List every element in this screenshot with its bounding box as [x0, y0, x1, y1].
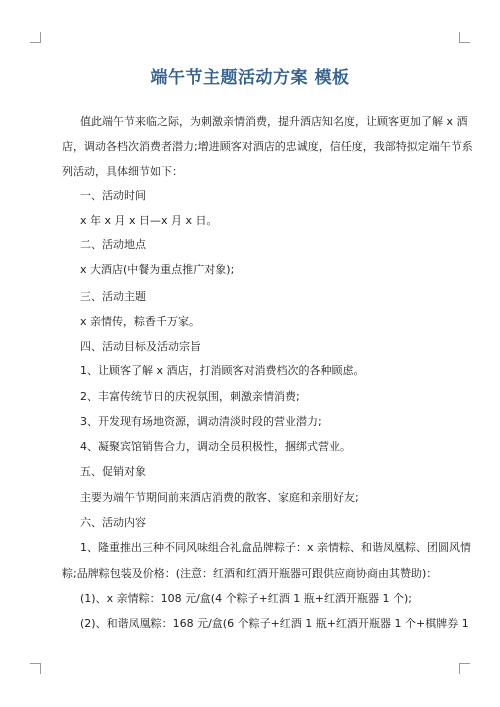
section-content-theme: x 亲情传，粽香千万家。	[80, 315, 201, 328]
paragraph-intro-line-3: 列活动，具体细节如下：	[62, 165, 183, 178]
crop-mark-bottom-right	[459, 663, 470, 674]
section-content-target: 主要为端午节期间前来酒店消费的散客、家庭和亲朋好友;	[80, 491, 359, 504]
goal-item-3: 3、开发现有场地资源，调动清淡时段的营业潜力;	[80, 415, 322, 428]
paragraph-intro-line-1: 值此端午节来临之际，为刺激亲情消费，提升酒店知名度，让顾客更加了解 x 酒	[80, 115, 468, 128]
crop-mark-top-right	[459, 32, 470, 43]
section-heading-location: 二、活动地点	[80, 238, 146, 251]
goal-item-4: 4、凝聚宾馆销售合力，调动全员积极性，捆绑式营业。	[80, 440, 351, 453]
content-item-1-line-1: 1、隆重推出三种不同风味组合礼盒品牌粽子：x 亲情粽、和谐凤凰粽、团圆风情	[80, 541, 472, 554]
crop-mark-bottom-left	[30, 663, 41, 674]
package-item-1: (1)、x 亲情粽：108 元/盒(4 个粽子+红酒 1 瓶+红酒开瓶器 1 个);	[80, 592, 412, 605]
document-title: 端午节主题活动方案 模板	[150, 68, 350, 88]
section-content-time: x 年 x 月 x 日—x 月 x 日。	[80, 214, 218, 227]
crop-mark-top-left	[30, 32, 41, 43]
section-heading-time: 一、活动时间	[80, 189, 146, 202]
content-item-1-line-2: 粽;品牌粽包装及价格：(注意：红酒和红酒开瓶器可跟供应商协商由其赞助)：	[62, 567, 438, 580]
goal-item-2: 2、丰富传统节日的庆祝氛围，刺激亲情消费;	[80, 390, 300, 403]
goal-item-1: 1、让顾客了解 x 酒店，打消顾客对消费档次的各种顾虑。	[80, 364, 365, 377]
section-heading-content: 六、活动内容	[80, 516, 146, 529]
section-heading-theme: 三、活动主题	[80, 290, 146, 303]
section-heading-goals: 四、活动目标及活动宗旨	[80, 340, 201, 353]
section-content-location: x 大酒店(中餐为重点推广对象);	[80, 263, 235, 276]
section-heading-target: 五、促销对象	[80, 465, 146, 478]
package-item-2: (2)、和谐凤凰粽：168 元/盒(6 个粽子+红酒 1 瓶+红酒开瓶器 1 个+棋牌券 1	[80, 617, 469, 630]
paragraph-intro-line-2: 店，调动各档次消费者潜力;增进顾客对酒店的忠诚度，信任度，我部特拟定端午节系	[62, 140, 473, 153]
